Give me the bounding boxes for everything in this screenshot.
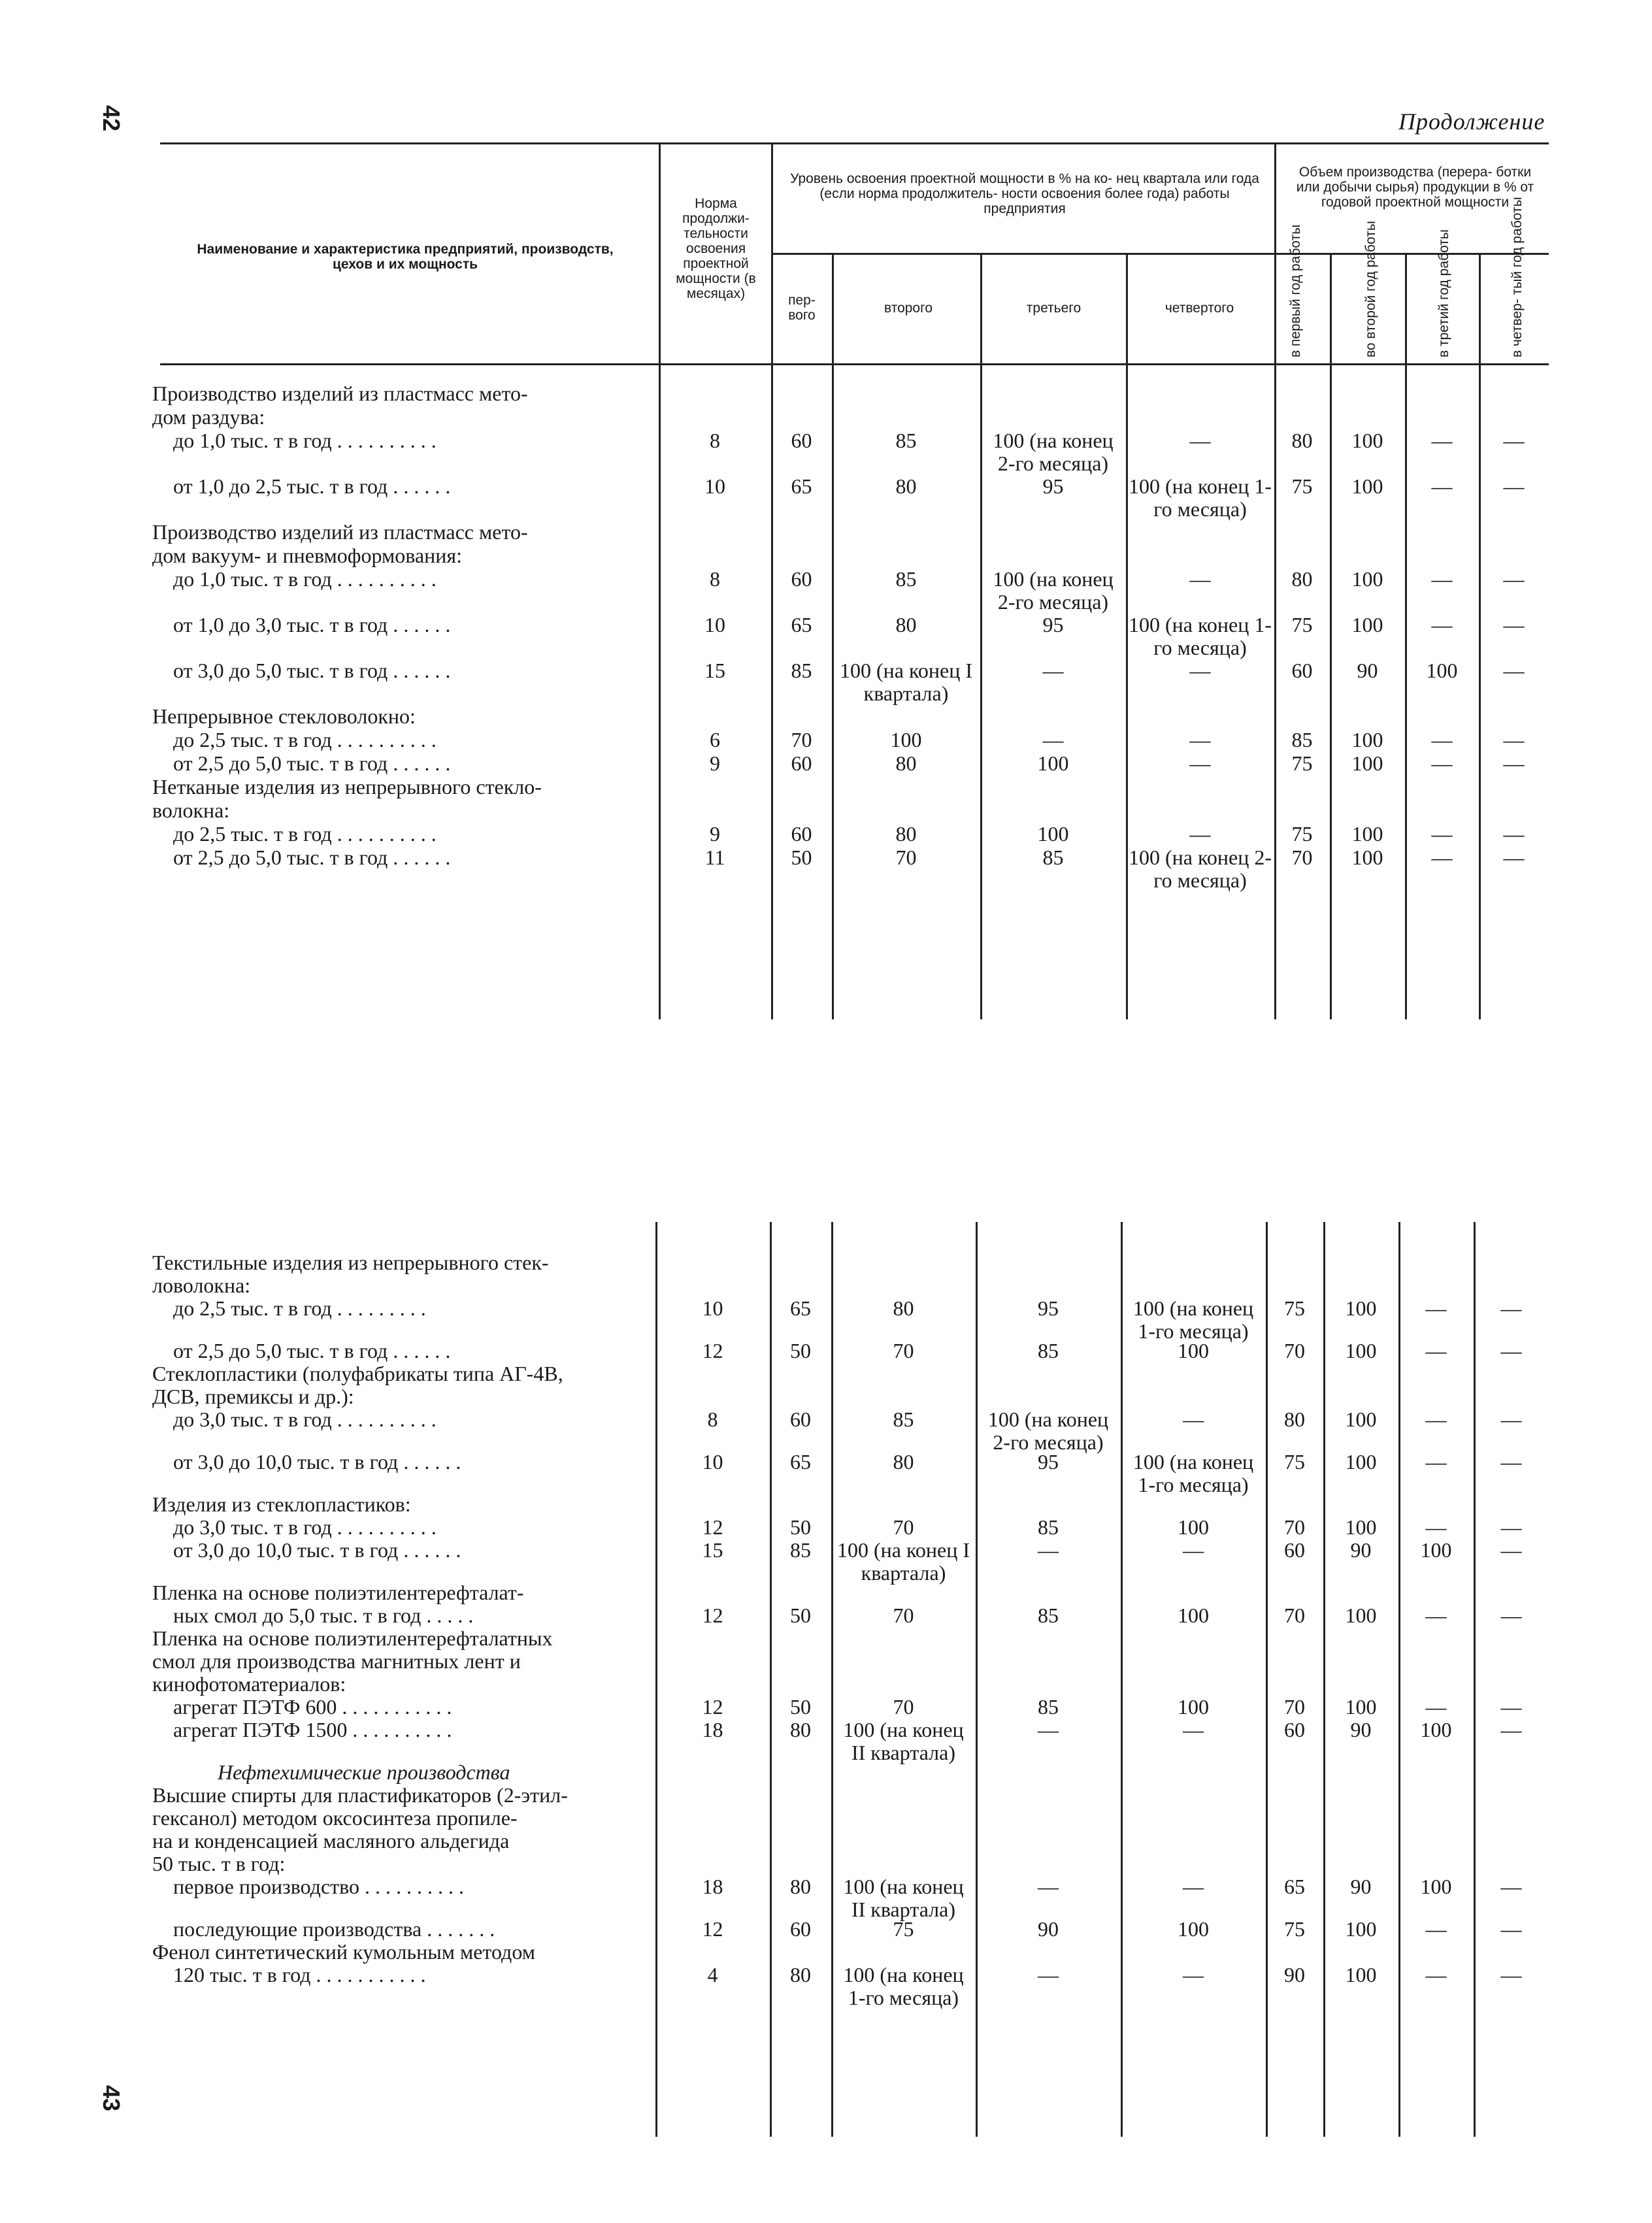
cell-q3: 100	[1037, 822, 1069, 846]
cell-y4: —	[1500, 1695, 1522, 1719]
cell-q4: 100 (на конец 1-го месяца)	[1132, 1450, 1254, 1496]
cell-q3: 100 (на конец 2-го месяца)	[993, 567, 1114, 614]
cell-norm: 12	[702, 1515, 723, 1539]
cell-q4: —	[1189, 822, 1211, 846]
rule	[1323, 1222, 1325, 2137]
row-label: ных смол до 5,0 тыс. т в год . . . . .	[173, 1604, 474, 1627]
cell-q2: 70	[893, 1339, 914, 1362]
row-label: первое производство . . . . . . . . . .	[173, 1875, 465, 1898]
row-group-label: Производство изделий из пластмасс мето-	[152, 382, 528, 405]
cell-y4: —	[1500, 1963, 1522, 1986]
cell-y3: —	[1431, 474, 1453, 498]
row-group-label: Производство изделий из пластмасс мето-	[152, 521, 528, 544]
cell-y4: —	[1500, 1515, 1522, 1539]
cell-y1: 80	[1284, 1408, 1305, 1431]
header-volume-year4: в четвер- тый год работы	[1510, 197, 1525, 357]
rule	[1126, 253, 1128, 1019]
rule	[655, 1222, 657, 2137]
cell-q2: 100	[890, 728, 922, 751]
cell-y1: 75	[1291, 474, 1313, 498]
cell-norm: 12	[702, 1917, 723, 1941]
cell-y4: —	[1500, 1718, 1522, 1741]
header-bottom-rule	[160, 363, 1549, 365]
cell-q4: —	[1183, 1538, 1204, 1562]
cell-q4: 100	[1178, 1695, 1209, 1719]
cell-y2: 90	[1350, 1538, 1372, 1562]
cell-q2: 100 (на конец II квартала)	[843, 1875, 964, 1921]
row-group-label: гексанол) методом оксосинтеза пропиле-	[152, 1807, 518, 1830]
cell-q2: 100 (на конец II квартала)	[843, 1718, 964, 1764]
cell-y4: —	[1503, 429, 1525, 452]
cell-y2: 90	[1357, 659, 1378, 682]
cell-y3: —	[1425, 1917, 1447, 1941]
cell-q3: —	[1038, 1963, 1059, 1986]
row-label: до 1,0 тыс. т в год . . . . . . . . . .	[173, 568, 437, 591]
cell-norm: 18	[702, 1718, 723, 1741]
header-level-third: третьего	[1026, 301, 1082, 316]
cell-q3: —	[1038, 1875, 1059, 1898]
cell-q1: 85	[790, 1538, 811, 1562]
cell-q1: 60	[791, 429, 812, 452]
row-group-label: на и конденсацией масляного альдегида	[152, 1830, 510, 1853]
cell-q1: 50	[790, 1339, 811, 1362]
cell-q3: 95	[1042, 474, 1064, 498]
cell-y2: 100	[1351, 613, 1383, 636]
cell-y1: 70	[1291, 846, 1313, 869]
cell-norm: 8	[707, 1408, 718, 1431]
cell-q3: 95	[1038, 1450, 1059, 1474]
cell-y4: —	[1500, 1339, 1522, 1362]
cell-y3: —	[1431, 567, 1453, 591]
cell-q2: 100 (на конец 1-го месяца)	[843, 1963, 964, 2009]
row-group-label: Стеклопластики (полуфабрикаты типа АГ-4В,	[152, 1362, 563, 1385]
cell-y4: —	[1500, 1450, 1522, 1474]
cell-q3: —	[1042, 659, 1064, 682]
cell-y3: —	[1431, 429, 1453, 452]
header-level-second: второго	[884, 301, 933, 316]
cell-y1: 80	[1291, 567, 1313, 591]
cell-y2: 100	[1345, 1339, 1377, 1362]
row-label: последующие производства . . . . . . .	[173, 1918, 495, 1941]
cell-q2: 70	[895, 846, 917, 869]
rule	[770, 1222, 772, 2137]
cell-norm: 12	[702, 1604, 723, 1627]
row-label: от 2,5 до 5,0 тыс. т в год . . . . . .	[173, 752, 451, 775]
cell-y3: —	[1425, 1450, 1447, 1474]
cell-y3: —	[1431, 822, 1453, 846]
cell-q4: 100	[1178, 1917, 1209, 1941]
cell-y3: —	[1425, 1408, 1447, 1431]
cell-y2: 100	[1345, 1695, 1377, 1719]
cell-q1: 85	[791, 659, 812, 682]
cell-y1: 90	[1284, 1963, 1305, 1986]
cell-q4: 100	[1178, 1339, 1209, 1362]
row-group-label: смол для производства магнитных лент и	[152, 1650, 521, 1673]
cell-q3: 85	[1042, 846, 1064, 869]
cell-q3: 95	[1042, 613, 1064, 636]
page-number-left: 42	[98, 105, 125, 132]
cell-q4: 100	[1178, 1604, 1209, 1627]
cell-y2: 100	[1345, 1450, 1377, 1474]
cell-y1: 75	[1291, 613, 1313, 636]
cell-norm: 8	[710, 429, 720, 452]
cell-y2: 100	[1345, 1296, 1377, 1320]
cell-y1: 75	[1284, 1917, 1305, 1941]
cell-y2: 100	[1351, 728, 1383, 751]
cell-y2: 100	[1345, 1515, 1377, 1539]
cell-q2: 70	[893, 1515, 914, 1539]
cell-q4: 100	[1178, 1515, 1209, 1539]
cell-q3: 85	[1038, 1339, 1059, 1362]
cell-q1: 50	[790, 1515, 811, 1539]
cell-q4: —	[1183, 1408, 1204, 1431]
rule	[980, 253, 982, 1019]
cell-y4: —	[1500, 1875, 1522, 1898]
cell-y2: 100	[1345, 1963, 1377, 1986]
cell-q2: 80	[893, 1450, 914, 1474]
cell-q3: 100 (на конец 2-го месяца)	[987, 1408, 1109, 1454]
cell-y3: 100	[1420, 1875, 1452, 1898]
cell-y3: —	[1425, 1515, 1447, 1539]
row-label: до 2,5 тыс. т в год . . . . . . . . . .	[173, 729, 437, 751]
rule	[1398, 1222, 1400, 2137]
row-group-label: волокна:	[152, 799, 230, 822]
cell-q2: 80	[895, 474, 917, 498]
cell-y2: 100	[1351, 474, 1383, 498]
cell-y4: —	[1500, 1408, 1522, 1431]
cell-q3: —	[1042, 728, 1064, 751]
cell-q1: 50	[791, 846, 812, 869]
cell-norm: 10	[704, 613, 725, 636]
cell-y4: —	[1503, 567, 1525, 591]
cell-q2: 80	[893, 1296, 914, 1320]
cell-norm: 8	[710, 567, 720, 591]
cell-q1: 60	[791, 751, 812, 775]
cell-y1: 70	[1284, 1339, 1305, 1362]
rule	[976, 1222, 978, 2137]
cell-q1: 65	[791, 613, 812, 636]
row-group-label: Пленка на основе полиэтилентерефталат-	[152, 1581, 524, 1604]
cell-y1: 75	[1291, 751, 1313, 775]
cell-norm: 12	[702, 1695, 723, 1719]
cell-norm: 9	[710, 822, 720, 846]
cell-y3: —	[1431, 728, 1453, 751]
header-level: Уровень освоения проектной мощности в % на ко- нец квартала или года (если норма продолжитель- ности освоения более года) работы предприятия	[790, 171, 1259, 216]
header-volume-year1: в первый год работы	[1288, 224, 1303, 357]
cell-q1: 80	[790, 1875, 811, 1898]
header-top-rule	[160, 142, 1549, 144]
row-label: от 3,0 до 5,0 тыс. т в год . . . . . .	[173, 659, 451, 682]
cell-y4: —	[1503, 474, 1525, 498]
cell-y3: —	[1431, 846, 1453, 869]
header-volume: Объем производства (перера- ботки или добычи сырья) продукции в % от годовой проектной мощности	[1296, 165, 1534, 210]
row-group-label: Непрерывное стекловолокно:	[152, 705, 416, 728]
rule	[1479, 253, 1481, 1019]
rule	[659, 144, 661, 1019]
cell-q2: 80	[895, 613, 917, 636]
row-label: от 2,5 до 5,0 тыс. т в год . . . . . .	[173, 846, 451, 869]
row-label: 120 тыс. т в год . . . . . . . . . . .	[173, 1964, 426, 1986]
cell-y3: —	[1425, 1296, 1447, 1320]
cell-y2: 100	[1345, 1917, 1377, 1941]
cell-y2: 100	[1351, 751, 1383, 775]
rule	[1121, 1222, 1123, 2137]
cell-y3: 100	[1420, 1718, 1452, 1741]
cell-y1: 75	[1284, 1296, 1305, 1320]
cell-q3: 85	[1038, 1604, 1059, 1627]
header-volume-year3: в третий год работы	[1436, 229, 1451, 357]
page-number-right: 43	[98, 2084, 125, 2112]
cell-y2: 100	[1345, 1604, 1377, 1627]
cell-norm: 15	[704, 659, 725, 682]
cell-y4: —	[1500, 1604, 1522, 1627]
rule	[1330, 253, 1332, 1019]
row-label: от 2,5 до 5,0 тыс. т в год . . . . . .	[173, 1340, 451, 1362]
cell-y3: —	[1425, 1339, 1447, 1362]
cell-q2: 85	[893, 1408, 914, 1431]
cell-q1: 70	[791, 728, 812, 751]
cell-norm: 15	[702, 1538, 723, 1562]
cell-norm: 11	[704, 846, 725, 869]
cell-y2: 100	[1345, 1408, 1377, 1431]
cell-q2: 70	[893, 1695, 914, 1719]
cell-y2: 100	[1351, 846, 1383, 869]
continuation-caption: Продолжение	[1398, 108, 1545, 135]
rule	[1474, 1222, 1476, 2137]
cell-q1: 60	[790, 1917, 811, 1941]
row-group-label: дом раздува:	[152, 406, 265, 429]
cell-q1: 50	[790, 1695, 811, 1719]
cell-norm: 9	[710, 751, 720, 775]
cell-y4: —	[1500, 1917, 1522, 1941]
cell-q4: —	[1189, 567, 1211, 591]
cell-q1: 65	[791, 474, 812, 498]
row-group-label: Пленка на основе полиэтилентерефталатных	[152, 1627, 553, 1650]
cell-y4: —	[1500, 1296, 1522, 1320]
cell-y3: —	[1431, 613, 1453, 636]
row-group-label: кинофотоматериалов:	[152, 1673, 346, 1696]
cell-y3: —	[1425, 1604, 1447, 1627]
cell-q4: 100 (на конец 1-го месяца)	[1132, 1296, 1254, 1343]
cell-q4: —	[1189, 429, 1211, 452]
section-title: Нефтехимические производства	[218, 1761, 510, 1784]
cell-y1: 60	[1284, 1718, 1305, 1741]
rule	[831, 1222, 833, 2137]
row-label: от 1,0 до 3,0 тыс. т в год . . . . . .	[173, 614, 451, 636]
cell-y2: 100	[1351, 822, 1383, 846]
rule	[1274, 144, 1276, 1019]
cell-norm: 10	[702, 1450, 723, 1474]
header-name: Наименование и характеристика предприятий, производств, цехов и их мощность	[197, 242, 614, 272]
cell-y1: 60	[1284, 1538, 1305, 1562]
cell-norm: 12	[702, 1339, 723, 1362]
row-group-label: Высшие спирты для пластификаторов (2-этил-	[152, 1784, 568, 1807]
row-group-label: дом вакуум- и пневмоформования:	[152, 544, 463, 567]
cell-q3: 100	[1037, 751, 1069, 775]
cell-y3: —	[1425, 1963, 1447, 1986]
cell-q1: 50	[790, 1604, 811, 1627]
row-label: от 3,0 до 10,0 тыс. т в год . . . . . .	[173, 1451, 461, 1474]
row-label: агрегат ПЭТФ 1500 . . . . . . . . . .	[173, 1719, 452, 1741]
header-volume-year2: во второй год работы	[1363, 221, 1378, 357]
cell-q2: 75	[893, 1917, 914, 1941]
cell-y1: 70	[1284, 1604, 1305, 1627]
cell-q1: 60	[791, 567, 812, 591]
row-label: до 2,5 тыс. т в год . . . . . . . . .	[173, 1297, 426, 1320]
row-label: от 3,0 до 10,0 тыс. т в год . . . . . .	[173, 1539, 461, 1562]
cell-q3: 100 (на конец 2-го месяца)	[993, 429, 1114, 475]
cell-q3: 85	[1038, 1695, 1059, 1719]
header-level-fourth: четвертого	[1165, 301, 1234, 316]
cell-y4: —	[1503, 846, 1525, 869]
cell-y2: 100	[1351, 429, 1383, 452]
cell-y2: 90	[1350, 1875, 1372, 1898]
row-group-label: Нетканые изделия из непрерывного стекло-	[152, 776, 542, 799]
cell-q1: 60	[791, 822, 812, 846]
cell-y1: 85	[1291, 728, 1313, 751]
cell-q2: 80	[895, 751, 917, 775]
cell-norm: 18	[702, 1875, 723, 1898]
cell-y1: 75	[1284, 1450, 1305, 1474]
cell-q4: 100 (на конец 1-го месяца)	[1129, 474, 1272, 521]
cell-q2: 80	[895, 822, 917, 846]
row-label: до 3,0 тыс. т в год . . . . . . . . . .	[173, 1408, 437, 1431]
cell-y4: —	[1503, 728, 1525, 751]
cell-q4: 100 (на конец 1-го месяца)	[1129, 613, 1272, 659]
cell-q1: 60	[790, 1408, 811, 1431]
row-group-label: ловолокна:	[152, 1274, 251, 1297]
cell-q2: 100 (на конец I квартала)	[839, 659, 972, 705]
cell-q4: 100 (на конец 2-го месяца)	[1129, 846, 1272, 892]
cell-q2: 70	[893, 1604, 914, 1627]
header-volume-subrule	[1278, 253, 1549, 255]
cell-norm: 10	[702, 1296, 723, 1320]
cell-y2: 100	[1351, 567, 1383, 591]
cell-y1: 70	[1284, 1515, 1305, 1539]
rule	[1266, 1222, 1268, 2137]
row-label: до 3,0 тыс. т в год . . . . . . . . . .	[173, 1516, 437, 1539]
cell-q4: —	[1189, 728, 1211, 751]
row-group-label: 50 тыс. т в год:	[152, 1853, 286, 1875]
cell-norm: 6	[710, 728, 720, 751]
cell-q4: —	[1189, 751, 1211, 775]
header-norm: Норма продолжи- тельности освоения проектной мощности (в месяцах)	[676, 196, 756, 301]
row-group-label: ДСВ, премиксы и др.):	[152, 1385, 354, 1408]
cell-q2: 100 (на конец I квартала)	[836, 1538, 970, 1585]
cell-y4: —	[1503, 822, 1525, 846]
cell-y3: —	[1431, 751, 1453, 775]
cell-q1: 65	[790, 1450, 811, 1474]
cell-y1: 80	[1291, 429, 1313, 452]
cell-q1: 80	[790, 1718, 811, 1741]
cell-norm: 10	[704, 474, 725, 498]
row-group-label: Текстильные изделия из непрерывного стек-	[152, 1251, 549, 1274]
row-group-label: Изделия из стеклопластиков:	[152, 1493, 411, 1516]
cell-q3: —	[1038, 1538, 1059, 1562]
cell-y1: 60	[1291, 659, 1313, 682]
cell-q3: 95	[1038, 1296, 1059, 1320]
cell-q4: —	[1183, 1963, 1204, 1986]
cell-y3: —	[1425, 1695, 1447, 1719]
row-label: до 1,0 тыс. т в год . . . . . . . . . .	[173, 429, 437, 452]
row-label: от 1,0 до 2,5 тыс. т в год . . . . . .	[173, 475, 451, 498]
cell-q1: 80	[790, 1963, 811, 1986]
rule	[1405, 253, 1407, 1019]
cell-y2: 90	[1350, 1718, 1372, 1741]
cell-q3: —	[1038, 1718, 1059, 1741]
cell-q4: —	[1183, 1718, 1204, 1741]
cell-y4: —	[1500, 1538, 1522, 1562]
cell-y1: 70	[1284, 1695, 1305, 1719]
cell-q2: 85	[895, 567, 917, 591]
cell-norm: 4	[707, 1963, 718, 1986]
cell-q1: 65	[790, 1296, 811, 1320]
cell-y3: 100	[1420, 1538, 1452, 1562]
cell-y4: —	[1503, 613, 1525, 636]
cell-q2: 85	[895, 429, 917, 452]
row-group-label: Фенол синтетический кумольным методом	[152, 1941, 535, 1964]
cell-y4: —	[1503, 751, 1525, 775]
cell-y3: 100	[1426, 659, 1458, 682]
cell-q3: 85	[1038, 1515, 1059, 1539]
cell-q3: 90	[1038, 1917, 1059, 1941]
cell-q4: —	[1189, 659, 1211, 682]
cell-y1: 75	[1291, 822, 1313, 846]
cell-y4: —	[1503, 659, 1525, 682]
rule	[832, 253, 834, 1019]
rule	[771, 144, 773, 1019]
cell-q4: —	[1183, 1875, 1204, 1898]
header-level-first: пер- вого	[788, 293, 816, 323]
row-label: агрегат ПЭТФ 600 . . . . . . . . . . .	[173, 1696, 452, 1719]
cell-y1: 65	[1284, 1875, 1305, 1898]
header-level-subrule	[771, 253, 1278, 255]
row-label: до 2,5 тыс. т в год . . . . . . . . . .	[173, 823, 437, 846]
